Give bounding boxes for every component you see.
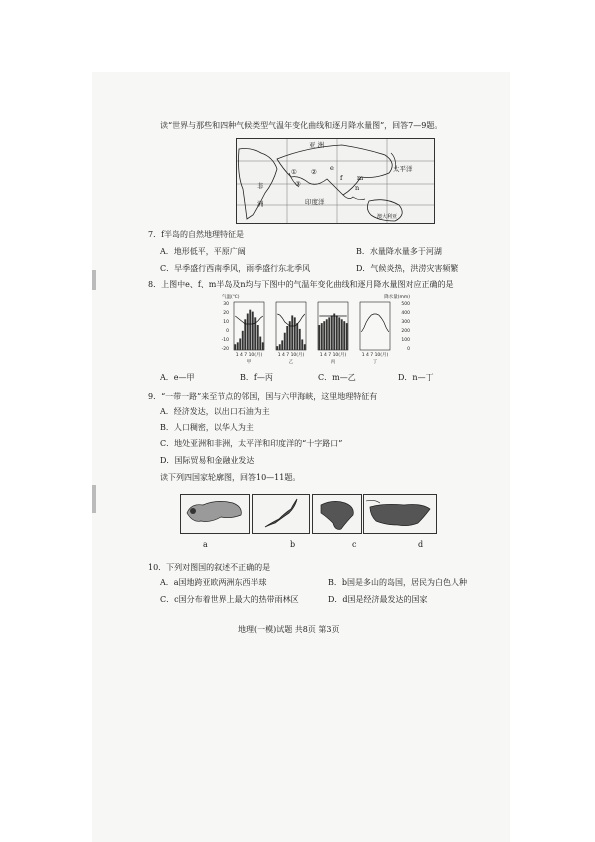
precip-bar — [234, 344, 236, 350]
binding-mark — [92, 485, 96, 513]
temp-tick: 20 — [223, 311, 229, 316]
intro-text-1: 读“世界与那些和四种气候类型气温年变化曲线和逐月降水量图”，回答7—9题。 — [160, 121, 443, 130]
chart-name-label: 丁 — [372, 360, 378, 365]
world-region-map — [236, 138, 435, 224]
q7-option-d: D．气候炎热，洪涝灾害频繁 — [356, 264, 459, 273]
q8-option-c: C．m—乙 — [318, 373, 356, 382]
temp-tick: 30 — [223, 302, 229, 307]
country-map-c — [312, 494, 362, 534]
indian-ocean-label: 印度洋 — [305, 198, 325, 206]
precip-bar — [281, 340, 283, 350]
q9-stem: 9．“一带一路”来至节点的邻国，国与六甲海峡，这里地理特征有 — [148, 392, 378, 401]
q8-stem: 8．上图中e、f、m半岛及n均与下图中的气温年变化曲线和逐月降水量图对应正确的是 — [148, 280, 454, 289]
precip-bar — [304, 344, 306, 350]
precip-bar — [323, 321, 325, 350]
precip-bar — [326, 319, 328, 350]
precip-tick: 300 — [401, 320, 410, 325]
country-b-shape — [253, 495, 309, 533]
precip-bar — [296, 323, 298, 350]
country-a-shape — [181, 495, 249, 533]
temp-tick: -20 — [221, 347, 229, 352]
q9-option-b: B．人口稠密，以华人为主 — [160, 423, 254, 432]
q9-option-d: D．国际贸易和金融业发达 — [160, 456, 255, 465]
precip-bar — [299, 329, 301, 350]
precip-tick: 0 — [407, 347, 410, 352]
precip-bar — [291, 315, 293, 350]
climate-charts-svg — [220, 293, 412, 367]
q10-option-c: C．c国分布着世界上最大的热带雨林区 — [160, 595, 299, 604]
q7-option-b: B．水量降水量多于河湖 — [356, 247, 442, 256]
chart-name-label: 丙 — [330, 360, 336, 365]
binding-mark — [92, 270, 96, 290]
month-axis-label: 1 4 7 10(月) — [361, 353, 389, 358]
precip-tick: 100 — [401, 338, 410, 343]
precip-bar — [262, 342, 264, 350]
africa-label-2: 洲 — [257, 200, 264, 208]
q7-option-c: C．早季盛行西南季风，雨季盛行东北季风 — [160, 264, 311, 273]
precip-bar — [242, 331, 244, 350]
month-axis-label: 1 4 7 10(月) — [319, 353, 347, 358]
country-map-d-label: d — [418, 540, 424, 549]
q9-option-c: C．地处亚洲和非洲，太平洋和印度洋的“十字路口” — [160, 439, 343, 448]
map-outline — [237, 139, 434, 223]
q8-option-b: B．f—丙 — [240, 373, 273, 382]
q8-option-a: A．e—甲 — [160, 373, 195, 382]
africa-label-1: 非 — [257, 182, 264, 190]
precip-bar — [279, 344, 281, 350]
temp-tick: 10 — [223, 320, 229, 325]
country-map-d — [363, 494, 437, 534]
precip-bar — [252, 312, 254, 350]
temp-axis-title: 气温(℃) — [222, 295, 240, 300]
precip-bar — [343, 321, 345, 350]
precip-tick: 500 — [401, 302, 410, 307]
precip-bar — [239, 338, 241, 350]
precip-bar — [247, 314, 249, 350]
q10-option-d: D．d国是经济最发达的国家 — [328, 595, 428, 604]
chart-name-label: 甲 — [246, 360, 252, 365]
marker-3: ③ — [295, 180, 301, 188]
q10-stem: 10．下列对图国的叙述不正确的是 — [148, 563, 271, 572]
precip-bar — [294, 317, 296, 350]
precip-bar — [341, 319, 343, 350]
temp-curve — [277, 314, 305, 326]
australia-label: 澳大利亚 — [377, 214, 398, 220]
peninsula-m-label: m — [357, 174, 364, 182]
precip-tick: 200 — [401, 329, 410, 334]
page-footer: 地理(一模)试题 共8页 第3页 — [238, 625, 340, 634]
country-d-shape — [364, 495, 436, 533]
q9-option-a: A．经济发达，以出口石油为主 — [160, 407, 270, 416]
temp-tick: 0 — [226, 329, 229, 334]
precip-bar — [321, 323, 323, 350]
intro-text-2: 读下列四国家轮廓图，回答10—11题。 — [160, 473, 301, 482]
precip-bar — [249, 310, 251, 350]
q8-option-d: D．n—丁 — [398, 373, 434, 382]
precip-bar — [284, 333, 286, 350]
peninsula-e-label: e — [330, 164, 334, 172]
precip-bar — [237, 342, 239, 350]
country-map-c-label: c — [352, 540, 357, 549]
precip-bar — [301, 339, 303, 350]
precip-bar — [333, 314, 335, 350]
temp-curve — [361, 314, 389, 332]
precip-bar — [336, 315, 338, 350]
month-axis-label: 1 4 7 10(月) — [235, 353, 263, 358]
country-map-a — [180, 494, 250, 534]
marker-2: ② — [311, 168, 317, 176]
temp-tick: -10 — [221, 338, 229, 343]
temp-curve — [235, 316, 262, 324]
precip-bar — [346, 323, 348, 350]
marker-1: ① — [291, 168, 297, 176]
q10-option-b: B．b国是多山的岛国，居民为白色人种 — [328, 578, 467, 587]
precip-bar — [257, 325, 259, 350]
precip-bar — [276, 346, 278, 350]
q7-option-a: A．地形低平，平原广阔 — [160, 247, 246, 256]
chart-name-label: 乙 — [288, 360, 294, 365]
q10-option-a: A．a国地跨亚欧两洲东西半球 — [160, 578, 267, 587]
country-map-a-label: a — [203, 540, 208, 549]
peninsula-f-label: f — [340, 174, 343, 182]
precip-bar — [338, 317, 340, 350]
climate-charts — [220, 293, 412, 367]
q7-stem: 7．f半岛的自然地理特征是 — [148, 230, 245, 239]
country-c-shape — [313, 495, 361, 533]
month-axis-label: 1 4 7 10(月) — [277, 353, 305, 358]
precip-tick: 400 — [401, 311, 410, 316]
precip-bar — [328, 317, 330, 350]
precip-bar — [259, 337, 261, 350]
asia-label: 亚 洲 — [309, 141, 325, 149]
peninsula-n-label: n — [355, 184, 360, 192]
pacific-label: 太平洋 — [393, 165, 413, 173]
country-map-b-label: b — [290, 540, 296, 549]
precip-bar — [331, 315, 333, 350]
country-map-b — [252, 494, 310, 534]
precip-bar — [318, 325, 320, 350]
precip-bar — [286, 326, 288, 350]
precip-axis-title: 降水量(mm) — [384, 295, 410, 300]
